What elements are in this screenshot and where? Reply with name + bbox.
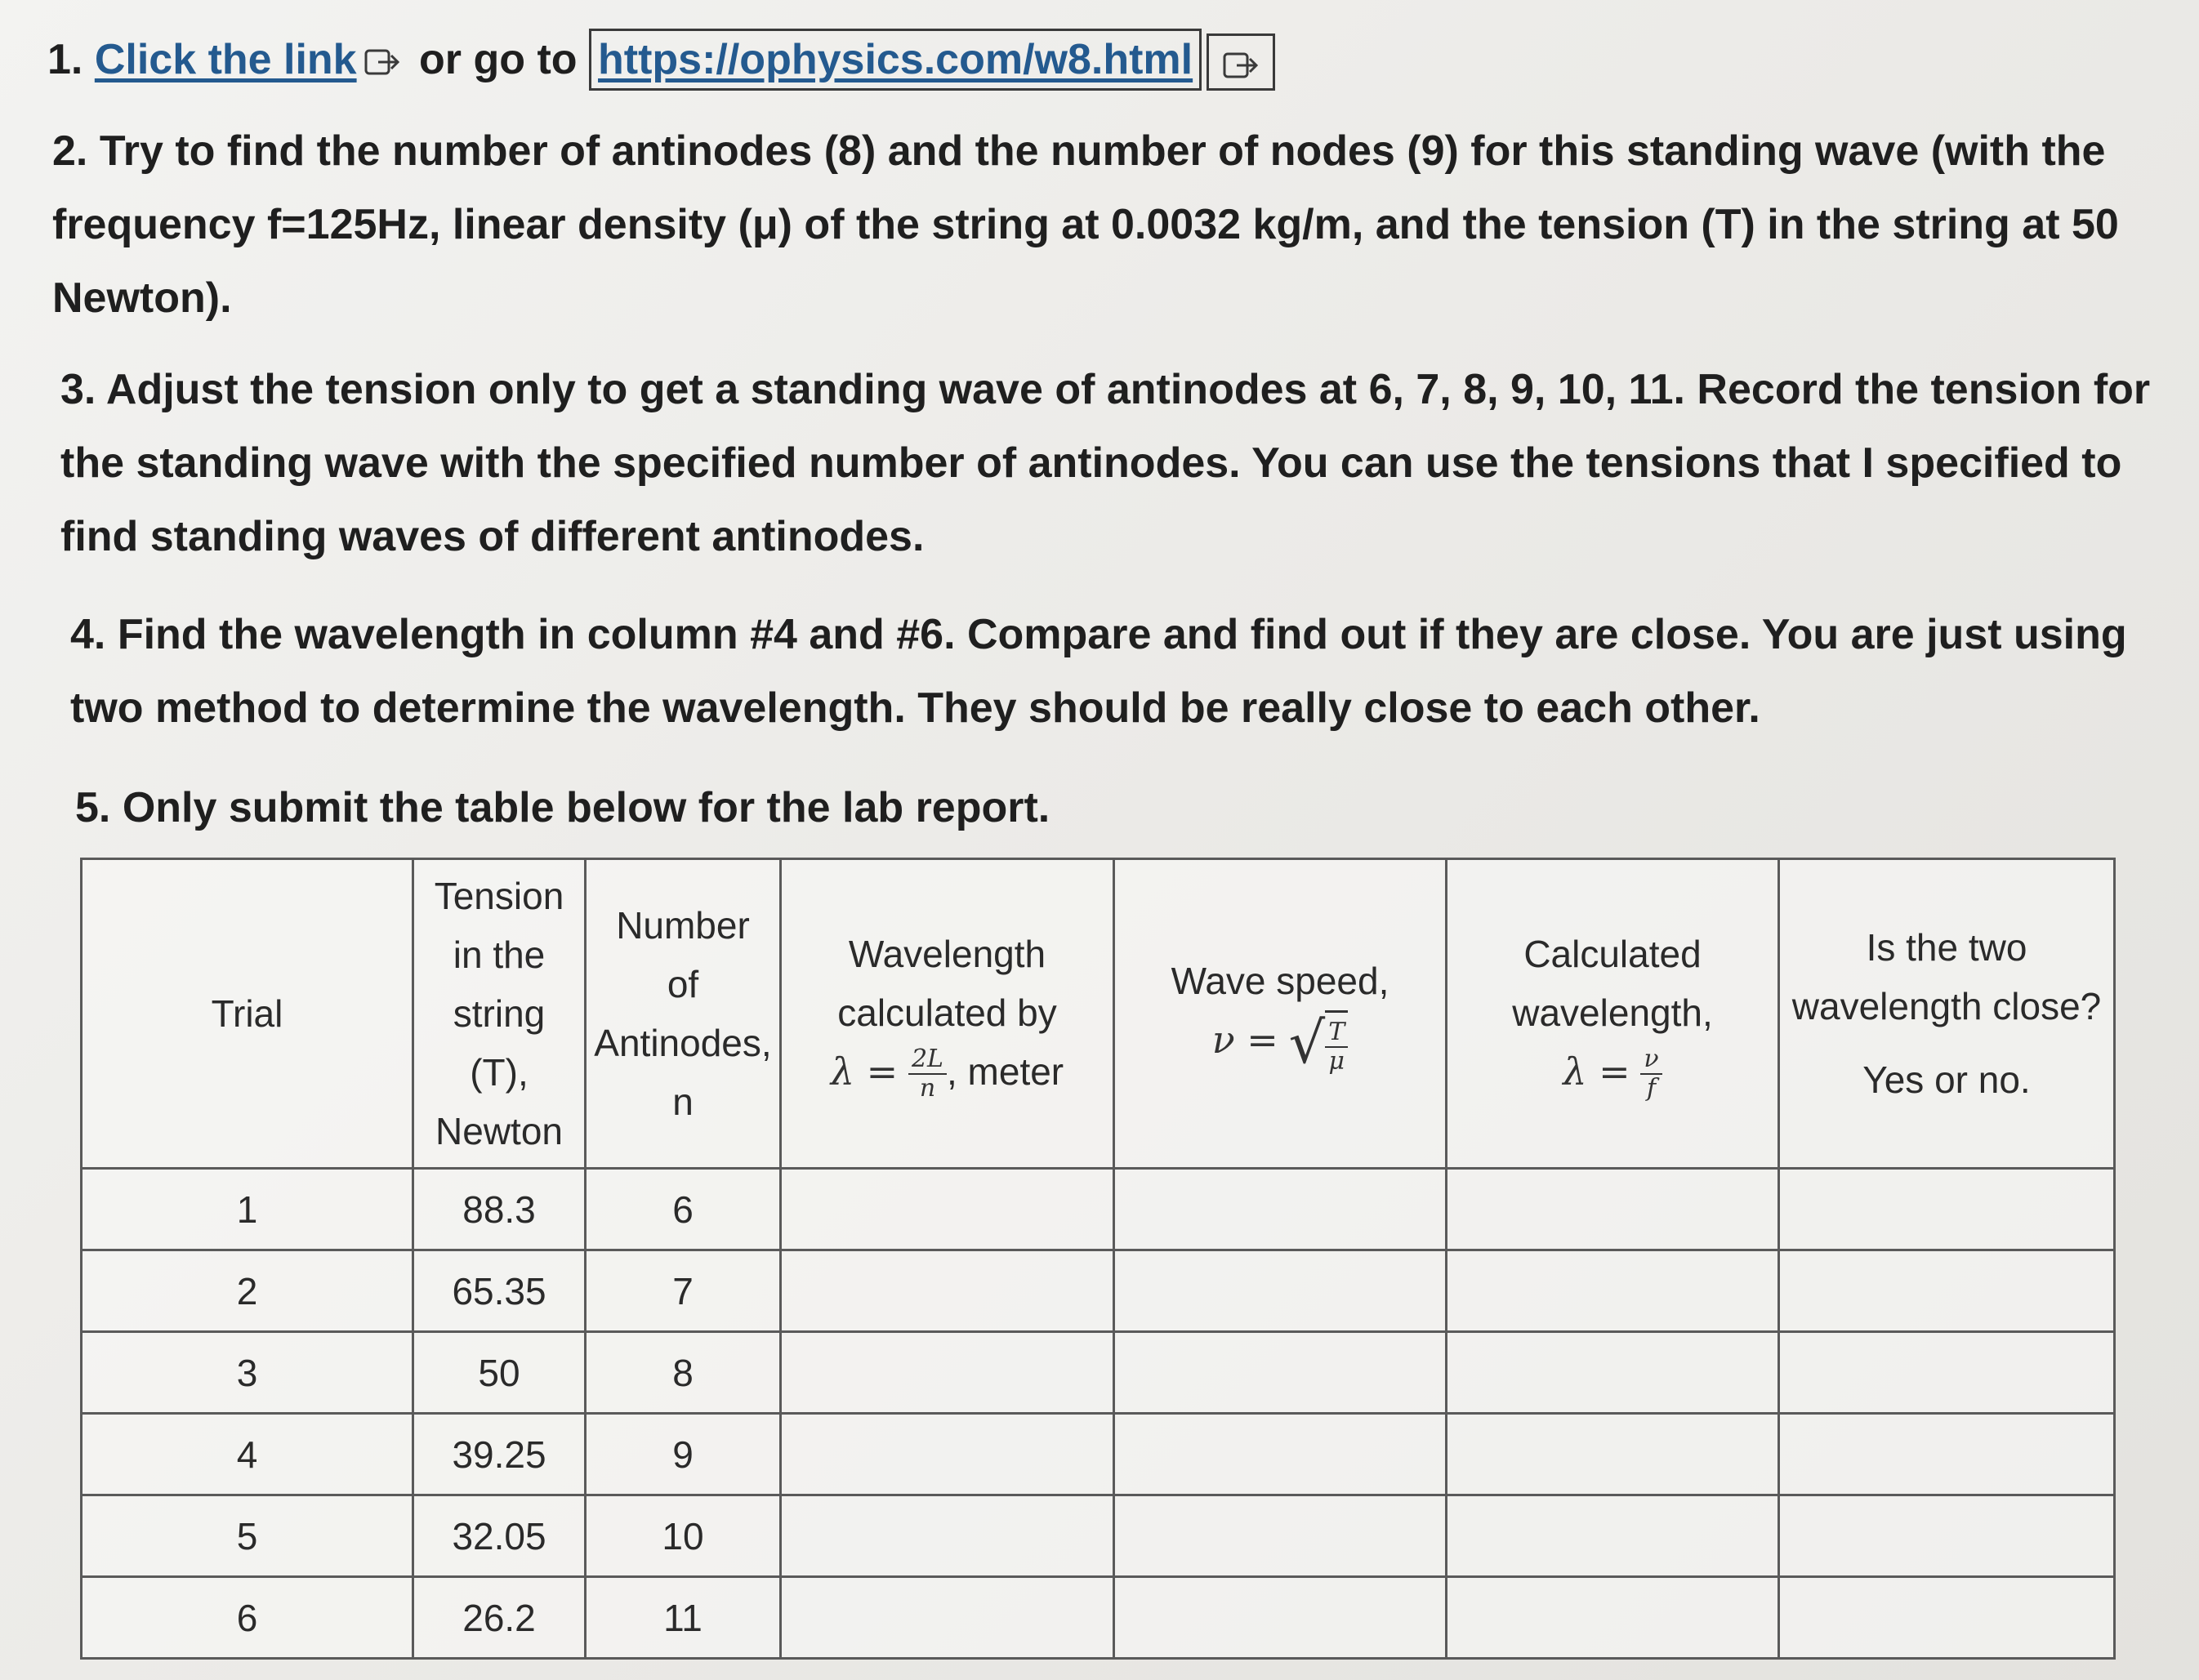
table-row [82, 1250, 2115, 1332]
cell-trial: 5 [82, 1495, 413, 1577]
lab-report-table-wrap [80, 858, 2116, 1660]
or-go-to-text: or go to [419, 36, 578, 83]
cell-antinodes: 11 [586, 1577, 781, 1659]
header-wavelength-by-nodes [781, 859, 1114, 1169]
table-row [82, 1169, 2115, 1250]
header-close-line: wavelength close? [1791, 985, 2102, 1027]
cell-calculated-wavelength[interactable] [1447, 1250, 1779, 1332]
cell-trial: 4 [82, 1414, 413, 1495]
cell-wavelength[interactable] [781, 1577, 1114, 1659]
cell-wave-speed[interactable] [1114, 1414, 1447, 1495]
cell-calculated-wavelength[interactable] [1447, 1414, 1779, 1495]
table-row [82, 1414, 2115, 1495]
sqrt-body [1325, 1010, 1348, 1076]
cell-calculated-wavelength[interactable] [1447, 1495, 1779, 1577]
cell-trial: 2 [82, 1250, 413, 1332]
cell-tension: 50 [413, 1332, 586, 1414]
header-tension-line: Tension [434, 875, 564, 917]
header-tension-line: Newton [435, 1110, 563, 1152]
cell-wavelength[interactable] [781, 1495, 1114, 1577]
header-antinodes-line: n [672, 1081, 694, 1123]
cell-close[interactable] [1779, 1332, 2115, 1414]
fraction-numerator: 2L [908, 1045, 947, 1075]
header-tension-line: in the [453, 934, 546, 976]
header-speed-line: Wave speed, [1171, 960, 1389, 1003]
click-the-link[interactable]: Click the link [94, 36, 357, 83]
cell-antinodes: 7 [586, 1250, 781, 1332]
cell-wave-speed[interactable] [1114, 1495, 1447, 1577]
cell-close[interactable] [1779, 1414, 2115, 1495]
external-link-icon [1222, 49, 1260, 82]
speed-formula [1115, 1010, 1445, 1076]
table-row [82, 1332, 2115, 1414]
header-wavelength-line: calculated by [837, 991, 1057, 1034]
cell-antinodes: 6 [586, 1169, 781, 1250]
cell-close[interactable] [1779, 1250, 2115, 1332]
step-2: 2. Try to find the number of antinodes (8) and the number of nodes (9) for this standing wave (with the frequency f=125Hz, linear density (μ) of the string at 0.0032 kg/m, and the tension (T) in the string at 50 Newton). [52, 127, 2119, 322]
formula-unit: , meter [946, 1049, 1064, 1093]
header-close-line: Is the two [1866, 926, 2027, 969]
header-calc-line: wavelength, [1512, 991, 1713, 1034]
table-row [82, 1495, 2115, 1577]
cell-close[interactable] [1779, 1577, 2115, 1659]
cell-wave-speed[interactable] [1114, 1250, 1447, 1332]
step-3: 3. Adjust the tension only to get a standing wave of antinodes at 6, 7, 8, 9, 10, 11. Record the tension for the standing wave with the specified number of antinodes. You can use the tensions that I specified to find standing waves of different antinodes. [60, 366, 2151, 560]
external-link-icon[interactable] [364, 46, 401, 78]
cell-wave-speed[interactable] [1114, 1332, 1447, 1414]
formula-fraction [1325, 1018, 1348, 1076]
header-wave-speed [1114, 859, 1447, 1169]
fraction-denominator: f [1646, 1074, 1657, 1103]
ophysics-url-link[interactable]: https://ophysics.com/w8.html [589, 29, 1202, 91]
cell-wavelength[interactable] [781, 1250, 1114, 1332]
fraction-denominator: μ [1328, 1046, 1345, 1076]
formula-fraction [908, 1045, 947, 1103]
header-antinodes [586, 859, 781, 1169]
cell-tension: 39.25 [413, 1414, 586, 1495]
step-5: 5. Only submit the table below for the lab report. [75, 784, 1050, 831]
lab-report-table [80, 858, 2116, 1660]
header-tension-line: string [453, 992, 546, 1035]
cell-wave-speed[interactable] [1114, 1577, 1447, 1659]
header-antinodes-line: Antinodes, [594, 1022, 772, 1064]
cell-wavelength[interactable] [781, 1332, 1114, 1414]
url-external-button[interactable] [1207, 33, 1275, 91]
header-tension [413, 859, 586, 1169]
sqrt-icon: √ [1288, 1009, 1326, 1076]
cell-wave-speed[interactable] [1114, 1169, 1447, 1250]
formula-lhs: λ = [1563, 1049, 1630, 1094]
header-antinodes-line: of [667, 963, 699, 1005]
fraction-numerator: T [1325, 1018, 1348, 1048]
cell-antinodes: 9 [586, 1414, 781, 1495]
cell-tension: 65.35 [413, 1250, 586, 1332]
header-antinodes-line: Number [616, 904, 750, 947]
cell-calculated-wavelength[interactable] [1447, 1169, 1779, 1250]
formula-fraction [1640, 1045, 1662, 1103]
cell-trial: 1 [82, 1169, 413, 1250]
calc-formula [1447, 1042, 1777, 1103]
header-trial: Trial [82, 859, 413, 1169]
cell-tension: 26.2 [413, 1577, 586, 1659]
header-wavelength-line: Wavelength [848, 932, 1046, 975]
step-4: 4. Find the wavelength in column #4 and #6. Compare and find out if they are close. You are just using two method to determine the wavelength. They should be really close to each other. [70, 611, 2127, 732]
cell-trial: 3 [82, 1332, 413, 1414]
cell-wavelength[interactable] [781, 1169, 1114, 1250]
cell-antinodes: 10 [586, 1495, 781, 1577]
cell-antinodes: 8 [586, 1332, 781, 1414]
header-close-answer: Yes or no. [1862, 1058, 2031, 1101]
cell-trial: 6 [82, 1577, 413, 1659]
cell-calculated-wavelength[interactable] [1447, 1577, 1779, 1659]
cell-tension: 32.05 [413, 1495, 586, 1577]
header-calculated-wavelength [1447, 859, 1779, 1169]
table-header-row [82, 859, 2115, 1169]
formula-lhs: ν = [1211, 1018, 1278, 1063]
cell-tension: 88.3 [413, 1169, 586, 1250]
formula-lhs: λ = [830, 1049, 899, 1094]
wavelength-formula [782, 1042, 1113, 1103]
header-calc-line: Calculated [1523, 932, 1702, 975]
header-close [1779, 859, 2115, 1169]
cell-close[interactable] [1779, 1495, 2115, 1577]
cell-close[interactable] [1779, 1169, 2115, 1250]
cell-wavelength[interactable] [781, 1414, 1114, 1495]
table-row [82, 1577, 2115, 1659]
fraction-numerator: ν [1640, 1045, 1662, 1075]
header-tension-line: (T), [470, 1051, 529, 1094]
fraction-denominator: n [919, 1074, 936, 1103]
step-1 [47, 23, 1275, 96]
cell-calculated-wavelength[interactable] [1447, 1332, 1779, 1414]
step-1-number: 1. [47, 36, 83, 83]
